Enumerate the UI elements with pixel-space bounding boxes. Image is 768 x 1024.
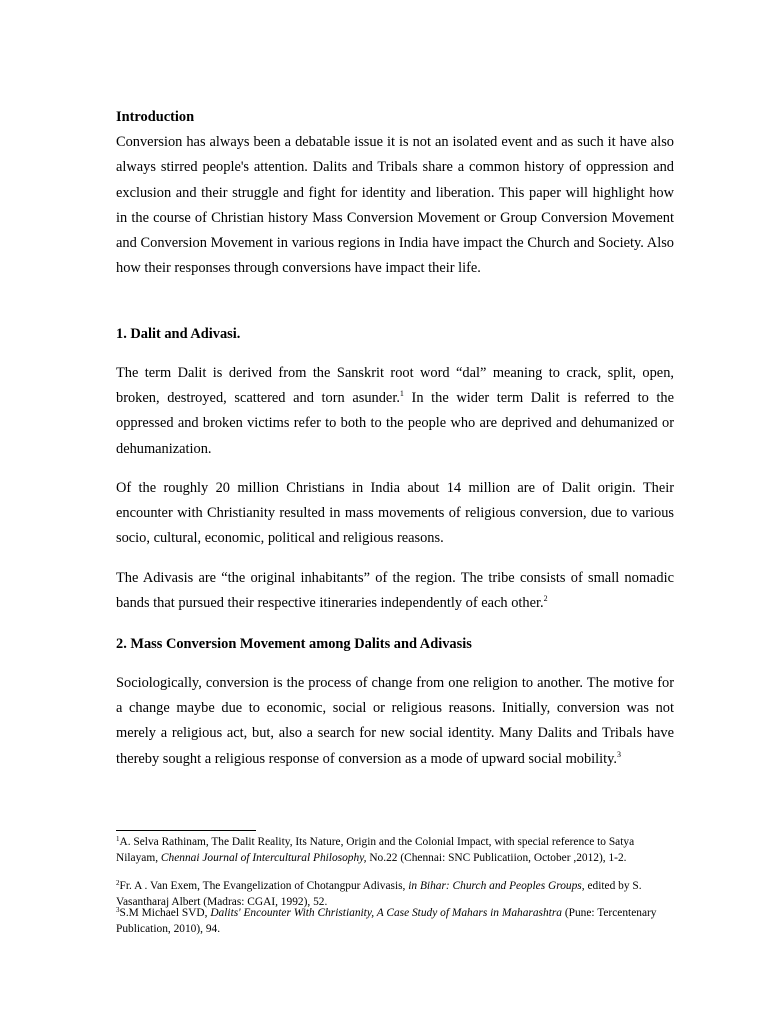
- introduction-paragraph: Conversion has always been a debatable issue it is not an isolated event and as such it have also always stirred people's attention. Dalits and Tribals share a common history of oppression and exclusion and their struggle and fight for identity and liberation. This paper will highlight how in the course of Christian history Mass Conversion Movement or Group Conversion Movement and Conversion Movement in various regions in India have impact the Church and Society. Also how their responses through conversions have impact their life.: [116, 134, 674, 277]
- footnote-ref-2[interactable]: 2: [543, 594, 548, 604]
- footnote-ref-3[interactable]: 3: [617, 749, 622, 759]
- introduction-heading: Introduction: [116, 109, 195, 125]
- section-1: [116, 322, 674, 347]
- paragraph-text: Sociologically, conversion is the process of change from one religion to another. The motive for a change maybe due to economic, social or religious reasons. Initially, conversion was not merely a religious act, but, also a search for new social identity. Many Dalits and Tribals have thereby sought a religious response of conversion as a mode of upward social mobility.: [116, 675, 674, 767]
- paragraph-text: Of the roughly 20 million Christians in India about 14 million are of Dalit origin. Their encounter with Christianity resulted in mass movements of religious conversion, due to various socio, cultural, economic, political and religious reasons.: [116, 480, 674, 547]
- paragraph-text: The Adivasis are “the original inhabitants” of the region. The tribe consists of small nomadic bands that pursued their respective itineraries independently of each other.: [116, 570, 674, 612]
- footnote-2: $^2$Fr. A . Van Exem, The Evangelization of Chotangpur Adivasis, in Bihar: Church and Peoples Groups, edited by S. Vasantharaj Albert (Madras: CGAI, 1992), 52.: [116, 879, 642, 908]
- introduction-section: [116, 105, 674, 281]
- section-1-paragraph-1: [116, 361, 674, 462]
- footnote-ref-1[interactable]: 1: [399, 389, 404, 399]
- paragraph-text: The term Dalit is derived from the Sanskrit root word “dal” meaning to crack, split, open, broken, destroyed, scattered and torn asunder.: [116, 365, 674, 407]
- section-1-paragraph-3: [116, 566, 674, 616]
- section-1-paragraph-2: [116, 476, 674, 552]
- paragraph-text: In the wider term Dalit is referred to the oppressed and broken victims refer to both to the people who are deprived and dehumanized or dehumanization.: [116, 390, 674, 457]
- section-2: [116, 632, 674, 657]
- section-1-heading: 1. Dalit and Adivasi.: [116, 326, 241, 342]
- footnote-3: $^3$S.M Michael SVD, Dalits' Encounter With Christianity, A Case Study of Mahars in Maharashtra (Pune: Tercentenary Publication, 2010), 94.: [116, 906, 657, 935]
- section-2-paragraph-1: [116, 671, 674, 772]
- footnote-separator: [116, 830, 256, 831]
- footnote-1: $^1$A. Selva Rathinam, The Dalit Reality, Its Nature, Origin and the Colonial Impact, with special reference to Satya Nilayam, Chennai Journal of Intercultural Philosophy, No.22 (Chennai: SNC Publicatiion, October ,2012), 1-2.: [116, 835, 635, 864]
- section-2-heading: 2. Mass Conversion Movement among Dalits and Adivasis: [116, 636, 472, 652]
